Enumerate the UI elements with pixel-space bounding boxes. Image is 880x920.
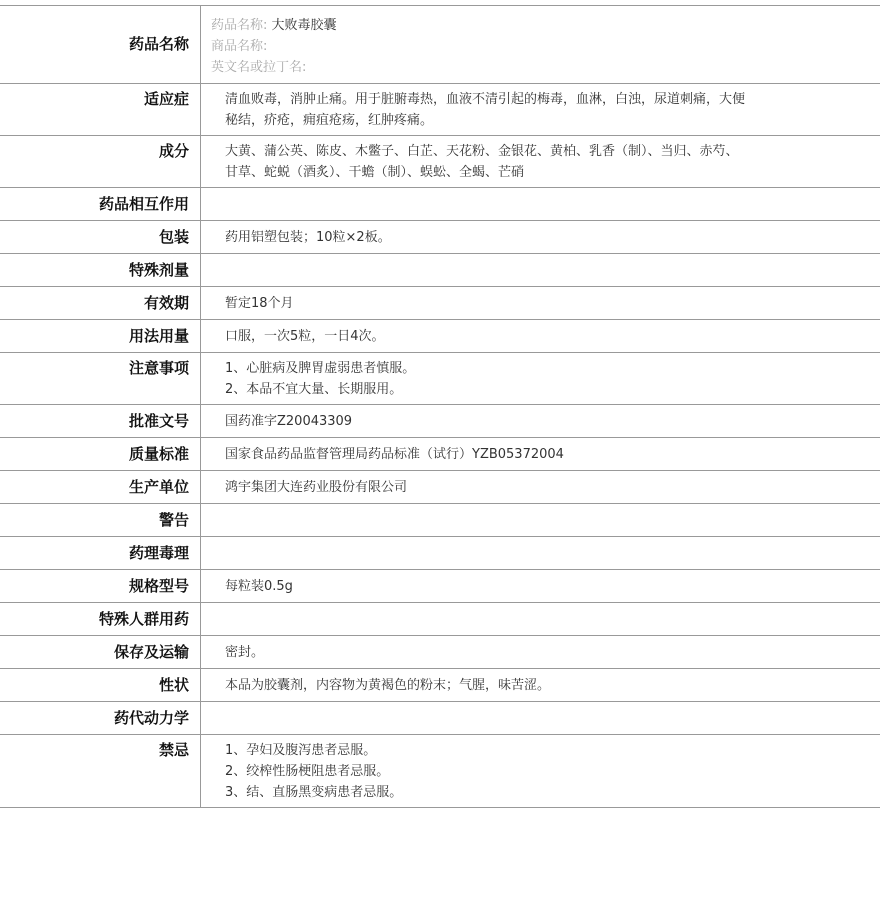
row-value: 国药准字Z20043309 bbox=[225, 414, 353, 429]
row-pharmacology bbox=[0, 537, 880, 570]
row-label: 包装 bbox=[0, 221, 201, 253]
row-value bbox=[201, 735, 880, 807]
row-description bbox=[0, 669, 880, 702]
row-manufacturer bbox=[0, 471, 880, 504]
row-storage bbox=[0, 636, 880, 669]
row-quality-standard bbox=[0, 438, 880, 471]
drug-name-values bbox=[201, 6, 880, 83]
generic-name-value: 大败毒胶囊 bbox=[271, 18, 337, 33]
value-line: 秘结，疥疮，痈疽疮疡，红肿疼痛。 bbox=[225, 113, 434, 128]
row-ingredients bbox=[0, 136, 880, 188]
value-line: 甘草、蛇蜕（酒炙）、干蟾（制）、蜈蚣、全蝎、芒硝 bbox=[225, 165, 525, 180]
row-label: 有效期 bbox=[0, 287, 201, 319]
row-value: 鸿宇集团大连药业股份有限公司 bbox=[225, 480, 408, 495]
value-line: 1、孕妇及腹泻患者忌服。 bbox=[225, 743, 377, 758]
row-value: 国家食品药品监督管理局药品标准（试行）YZB05372004 bbox=[225, 447, 564, 462]
row-label: 保存及运输 bbox=[0, 636, 201, 668]
english-name-label: 英文名或拉丁名: bbox=[211, 60, 307, 75]
row-label: 特殊人群用药 bbox=[0, 603, 201, 635]
row-usage bbox=[0, 320, 880, 353]
value-line: 2、绞榨性肠梗阻患者忌服。 bbox=[225, 764, 390, 779]
generic-name-line bbox=[211, 15, 800, 36]
row-label: 用法用量 bbox=[0, 320, 201, 352]
value-line: 2、本品不宜大量、长期服用。 bbox=[225, 382, 403, 397]
row-value: 口服，一次5粒，一日4次。 bbox=[225, 329, 385, 344]
value-line: 大黄、蒲公英、陈皮、木鳖子、白芷、天花粉、金银花、黄柏、乳香（制）、当归、赤芍、 bbox=[225, 144, 739, 159]
row-label: 药品相互作用 bbox=[0, 188, 201, 220]
row-precautions bbox=[0, 353, 880, 405]
row-label: 批准文号 bbox=[0, 405, 201, 437]
row-value: 本品为胶囊剂，内容物为黄褐色的粉末；气腥，味苦涩。 bbox=[225, 678, 551, 693]
row-value bbox=[201, 188, 880, 220]
row-label: 药代动力学 bbox=[0, 702, 201, 734]
row-drug-name bbox=[0, 6, 880, 84]
value-line: 3、结、直肠黑变病患者忌服。 bbox=[225, 785, 403, 800]
generic-name-label: 药品名称: bbox=[211, 18, 268, 33]
row-value bbox=[201, 702, 880, 734]
row-label: 特殊剂量 bbox=[0, 254, 201, 286]
row-value bbox=[201, 537, 880, 569]
row-value bbox=[201, 84, 880, 135]
row-value: 每粒装0.5g bbox=[225, 579, 293, 594]
row-packaging bbox=[0, 221, 880, 254]
row-label: 规格型号 bbox=[0, 570, 201, 602]
row-interactions bbox=[0, 188, 880, 221]
row-value bbox=[201, 254, 880, 286]
row-value: 药用铝塑包装；10粒×2板。 bbox=[225, 230, 391, 245]
row-value bbox=[201, 353, 880, 404]
row-validity bbox=[0, 287, 880, 320]
row-label: 药品名称 bbox=[0, 6, 201, 83]
trade-name-label: 商品名称: bbox=[211, 39, 268, 54]
drug-info-table bbox=[0, 5, 880, 808]
row-value: 暂定18个月 bbox=[225, 296, 294, 311]
row-specification bbox=[0, 570, 880, 603]
row-label: 禁忌 bbox=[0, 735, 201, 807]
row-label: 生产单位 bbox=[0, 471, 201, 503]
row-label: 性状 bbox=[0, 669, 201, 701]
row-special-populations bbox=[0, 603, 880, 636]
row-approval bbox=[0, 405, 880, 438]
row-indications bbox=[0, 84, 880, 136]
row-warning bbox=[0, 504, 880, 537]
row-value: 密封。 bbox=[225, 645, 265, 660]
row-label: 警告 bbox=[0, 504, 201, 536]
row-special-dosage bbox=[0, 254, 880, 287]
row-value bbox=[201, 136, 880, 187]
row-value bbox=[201, 603, 880, 635]
row-value bbox=[201, 504, 880, 536]
value-line: 1、心脏病及脾胃虚弱患者慎服。 bbox=[225, 361, 416, 376]
value-line: 清血败毒，消肿止痛。用于脏腑毒热，血液不清引起的梅毒，血淋，白浊，尿道刺痛，大便 bbox=[225, 92, 746, 107]
row-label: 注意事项 bbox=[0, 353, 201, 404]
row-pharmacokinetics bbox=[0, 702, 880, 735]
row-label: 成分 bbox=[0, 136, 201, 187]
row-contraindications bbox=[0, 735, 880, 808]
row-label: 适应症 bbox=[0, 84, 201, 135]
row-label: 质量标准 bbox=[0, 438, 201, 470]
row-label: 药理毒理 bbox=[0, 537, 201, 569]
